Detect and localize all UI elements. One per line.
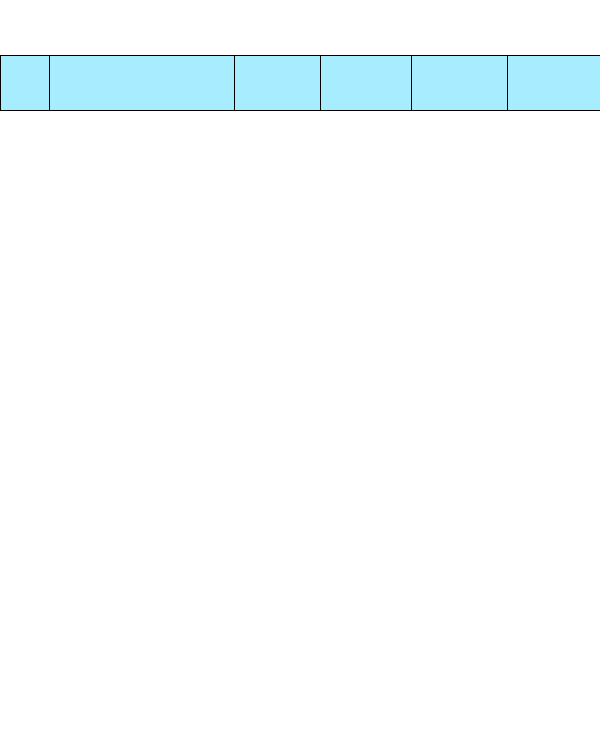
header-plant xyxy=(50,56,235,111)
header-index xyxy=(1,56,50,111)
table-header-row xyxy=(1,56,600,111)
watermark-icon xyxy=(500,715,592,743)
header-compensation xyxy=(321,56,412,111)
header-return-allocation xyxy=(412,56,508,111)
page-title xyxy=(0,0,600,55)
watermark-logo xyxy=(500,715,592,743)
header-cash xyxy=(508,56,600,111)
compensation-table xyxy=(0,55,600,111)
header-assessment xyxy=(235,56,321,111)
